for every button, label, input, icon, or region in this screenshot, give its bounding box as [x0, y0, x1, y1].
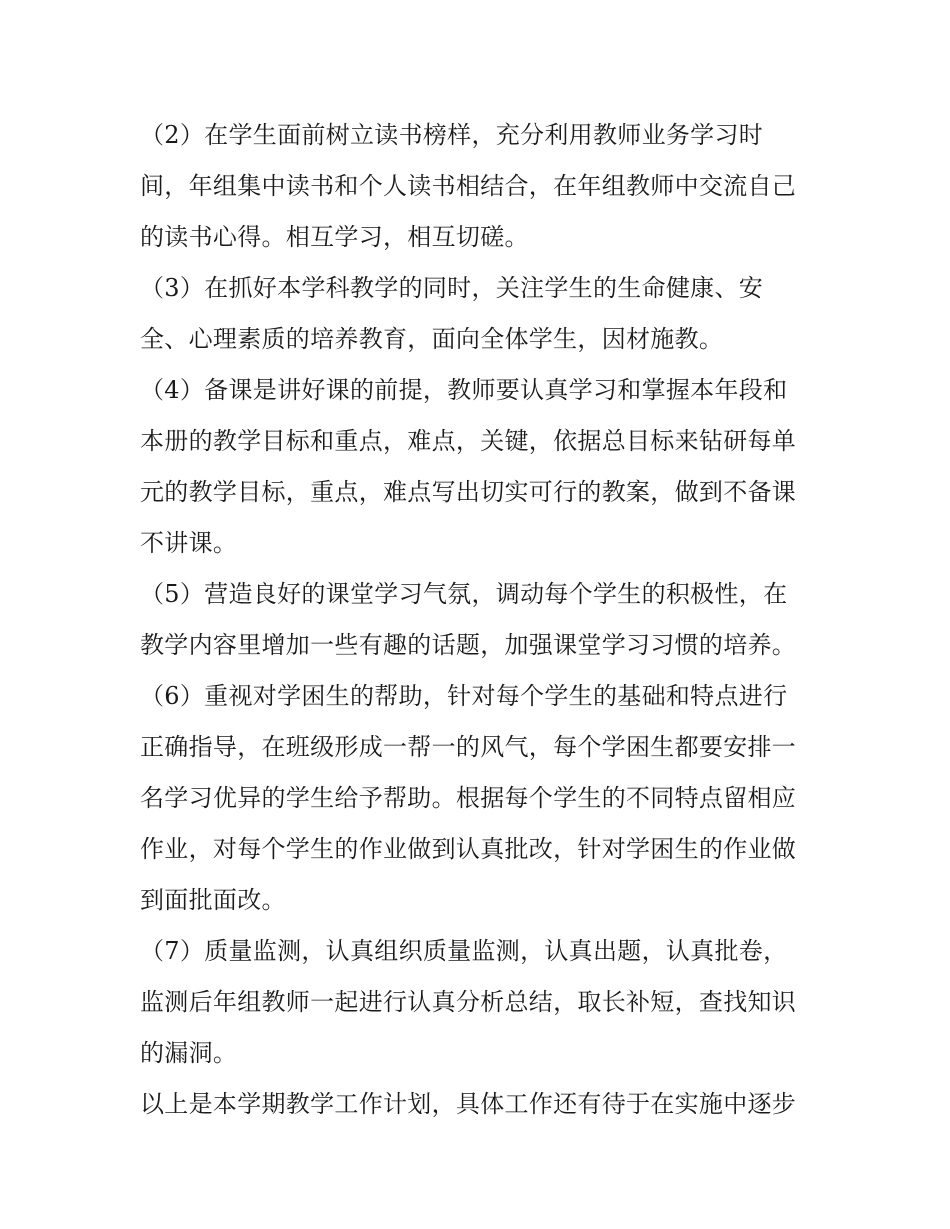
text-line: 以上是本学期教学工作计划，具体工作还有待于在实施中逐步	[140, 1090, 797, 1118]
text-line: 间，年组集中读书和个人读书相结合，在年组教师中交流自己	[140, 172, 797, 200]
text-line: （5）营造良好的课堂学习气氛，调动每个学生的积极性，在	[140, 580, 788, 608]
text-line: （3）在抓好本学科教学的同时，关注学生的生命健康、安	[140, 274, 764, 302]
text-line: 的读书心得。相互学习，相互切磋。	[140, 223, 529, 251]
text-line: （4）备课是讲好课的前提，教师要认真学习和掌握本年段和	[140, 376, 788, 404]
text-line: 正确指导，在班级形成一帮一的风气，每个学困生都要安排一	[140, 733, 797, 761]
text-line: 元的教学目标，重点，难点写出切实可行的教案，做到不备课	[140, 478, 797, 506]
text-line: （6）重视对学困生的帮助，针对每个学生的基础和特点进行	[140, 682, 788, 710]
text-line: 监测后年组教师一起进行认真分析总结，取长补短，查找知识	[140, 988, 797, 1016]
text-line: （2）在学生面前树立读书榜样，充分利用教师业务学习时	[140, 121, 764, 149]
document-body	[140, 110, 830, 1130]
text-line: 不讲课。	[140, 529, 238, 557]
text-line: 名学习优异的学生给予帮助。根据每个学生的不同特点留相应	[140, 784, 797, 812]
text-line: 全、心理素质的培养教育，面向全体学生，因材施教。	[140, 325, 724, 353]
text-line: （7）质量监测，认真组织质量监测，认真出题，认真批卷，	[140, 937, 788, 965]
text-line: 的漏洞。	[140, 1039, 238, 1067]
text-line: 本册的教学目标和重点，难点，关键，依据总目标来钻研每单	[140, 427, 797, 455]
text-line: 到面批面改。	[140, 886, 286, 914]
text-line: 教学内容里增加一些有趣的话题，加强课堂学习习惯的培养。	[140, 631, 797, 659]
text-line: 作业，对每个学生的作业做到认真批改，针对学困生的作业做	[140, 835, 797, 863]
